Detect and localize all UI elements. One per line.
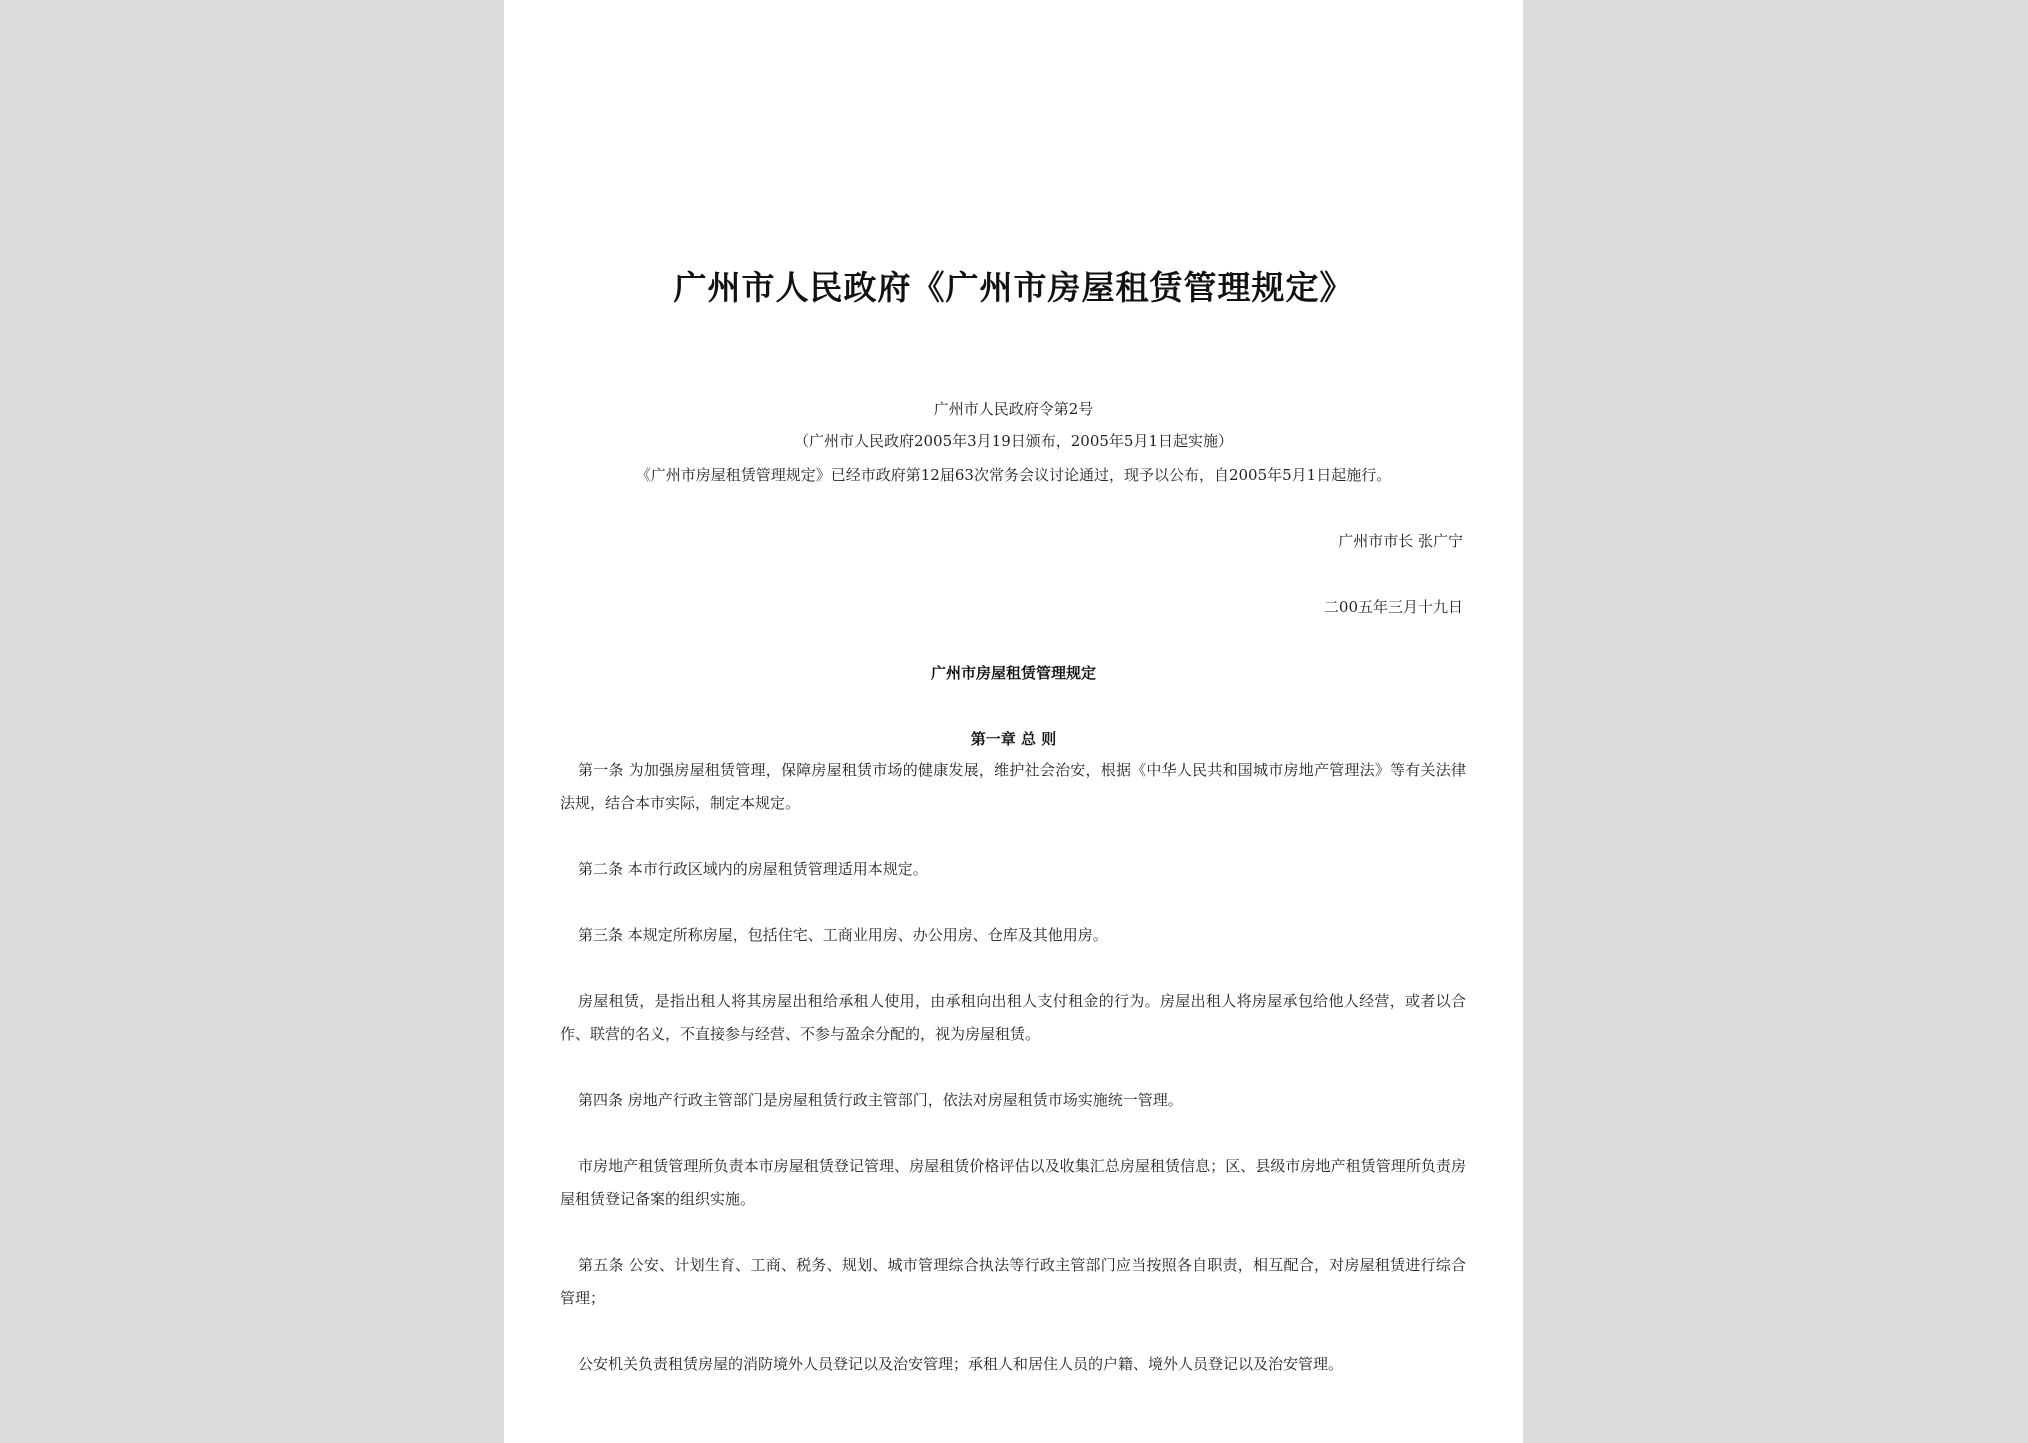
regulation-title: 广州市房屋租赁管理规定 [930, 664, 1096, 682]
document-title: 广州市人民政府《广州市房屋租赁管理规定》 [673, 268, 1354, 307]
paragraph-rental-definition: 房屋租赁，是指出租人将其房屋出租给承租人使用，由承租向出租人支付租金的行为。房屋出租人将房屋承包给他人经营，或者以合作、联营的名义，不直接参与经营、不参与盈余分配的，视为房屋租赁。 [560, 992, 1466, 1043]
chapter-title: 第一章 总 则 [970, 730, 1057, 748]
issue-note: （广州市人民政府2005年3月19日颁布，2005年5月1日起实施） [793, 432, 1234, 450]
document-page [504, 0, 1523, 1443]
order-number: 广州市人民政府令第2号 [933, 400, 1094, 418]
paragraph-police-duties: 公安机关负责租赁房屋的消防境外人员登记以及治安管理；承租人和居住人员的户籍、境外人员登记以及治安管理。 [578, 1355, 1344, 1373]
paragraph-article-2: 第二条 本市行政区域内的房屋租赁管理适用本规定。 [578, 860, 928, 878]
promulgation-text: 《广州市房屋租赁管理规定》已经市政府第12届63次常务会议讨论通过，现予以公布，自2005年5月1日起施行。 [635, 466, 1392, 484]
paragraph-article-4: 第四条 房地产行政主管部门是房屋租赁行政主管部门，依法对房屋租赁市场实施统一管理。 [578, 1091, 1183, 1109]
paragraph-article-3: 第三条 本规定所称房屋，包括住宅、工商业用房、办公用房、仓库及其他用房。 [578, 926, 1108, 944]
paragraph-article-5: 第五条 公安、计划生育、工商、税务、规划、城市管理综合执法等行政主管部门应当按照各自职责，相互配合，对房屋租赁进行综合管理； [560, 1256, 1466, 1307]
document-date: 二00五年三月十九日 [1323, 598, 1463, 616]
paragraph-rental-office: 市房地产租赁管理所负责本市房屋租赁登记管理、房屋租赁价格评估以及收集汇总房屋租赁信息；区、县级市房地产租赁管理所负责房屋租赁登记备案的组织实施。 [560, 1157, 1466, 1208]
signature: 广州市市长 张广宁 [1338, 532, 1463, 550]
paragraph-article-1: 第一条 为加强房屋租赁管理，保障房屋租赁市场的健康发展，维护社会治安，根据《中华人民共和国城市房地产管理法》等有关法律法规，结合本市实际，制定本规定。 [560, 761, 1466, 812]
